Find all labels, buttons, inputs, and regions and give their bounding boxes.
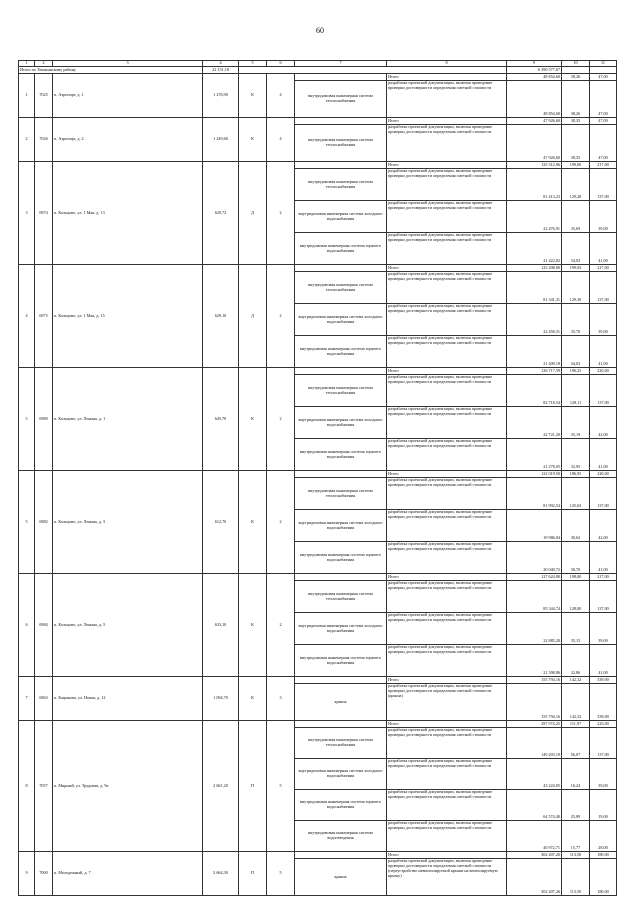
building-address: п. Кольцово, ул. Ленина, д. 5 — [53, 574, 203, 677]
work-cost: 85 344,74 — [507, 581, 562, 613]
total-unit-cost: 199,00 — [562, 162, 590, 169]
work-cost: 155 794,16 — [507, 684, 562, 721]
empty-cell — [295, 74, 387, 81]
work-description: разработка проектной документации, включая проведение проверки достоверности определения сметной стоимости — [387, 81, 507, 118]
work-unit-cost: 16,24 — [562, 759, 590, 790]
building-total-row — [19, 265, 617, 272]
building-category: П — [239, 721, 267, 852]
building-address: п. Кольцово, ул. Ленина, д. 5 — [53, 471, 203, 574]
building-total-row — [19, 118, 617, 125]
work-cost: 20 040,72 — [507, 542, 562, 574]
empty-cell — [295, 721, 387, 728]
engineering-system: внутридомовая инженерная система горячего водоснабжения — [295, 336, 387, 368]
building-floors: 2 — [267, 574, 295, 677]
work-cost: 19 986,04 — [507, 510, 562, 542]
building-category: К — [239, 368, 267, 471]
total-label: Итого — [387, 471, 507, 478]
column-header: 9 — [507, 61, 562, 67]
building-code: 6974 — [35, 162, 53, 265]
work-cost: 43 224,05 — [507, 759, 562, 790]
engineering-system: внутридомовая инженерная система холодного водоснабжения — [295, 510, 387, 542]
work-rate: 339,00 — [590, 684, 617, 721]
building-total-row — [19, 162, 617, 169]
empty-cell — [295, 265, 387, 272]
total-unit-cost: 198,00 — [562, 574, 590, 581]
column-header: 11 — [590, 61, 617, 67]
total-label: Итого — [387, 368, 507, 375]
total-rate: 180,00 — [590, 852, 617, 859]
engineering-system: внутридомовая инженерная система горячего водоснабжения — [295, 542, 387, 574]
total-unit-cost: 196,25 — [562, 368, 590, 375]
building-address: п. Молодежный, д. 7 — [53, 852, 203, 896]
building-code: 6975 — [35, 265, 53, 368]
work-rate: 137,00 — [590, 375, 617, 407]
work-cost: 149 203,19 — [507, 728, 562, 759]
building-category: К — [239, 471, 267, 574]
work-rate: 137,00 — [590, 478, 617, 510]
engineering-system: крыша — [295, 684, 387, 721]
engineering-system: внутридомовая инженерная система горячего водоснабжения — [295, 233, 387, 265]
work-unit-cost: 129,30 — [562, 272, 590, 304]
total-label: Итого — [387, 118, 507, 125]
building-address: п. Кольцово, ул. 1 Мая, д. 13 — [53, 162, 203, 265]
work-rate: 137,00 — [590, 728, 617, 759]
building-code: 7026 — [35, 118, 53, 162]
work-unit-cost: 25,89 — [562, 790, 590, 821]
work-unit-cost: 38,26 — [562, 81, 590, 118]
work-rate: 28,00 — [590, 821, 617, 852]
empty-cell — [295, 574, 387, 581]
work-rate: 39,00 — [590, 304, 617, 336]
district-total-cost: 6 390 577,67 — [507, 67, 562, 74]
engineering-system: внутридомовая инженерная система теплоснабжения — [295, 81, 387, 118]
work-rate: 42,00 — [590, 407, 617, 439]
work-description: разработка проектной документации, включая проведение проверки достоверности определения сметной стоимости — [387, 233, 507, 265]
engineering-system: внутридомовая инженерная система горячего водоснабжения — [295, 439, 387, 471]
engineering-system: внутридомовая инженерная система горячего водоснабжения — [295, 790, 387, 821]
column-header: 3 — [53, 61, 203, 67]
building-total-row — [19, 74, 617, 81]
engineering-system: внутридомовая инженерная система горячего водоснабжения — [295, 645, 387, 677]
total-cost: 302 407,26 — [507, 852, 562, 859]
work-description: разработка проектной документации, включая проведение проверки достоверности определения сметной стоимости — [387, 407, 507, 439]
building-category: К — [239, 118, 267, 162]
column-header: 6 — [267, 61, 295, 67]
work-description: разработка проектной документации, включая проведение проверки достоверности определения сметной стоимости — [387, 728, 507, 759]
work-unit-cost: 35,15 — [562, 613, 590, 645]
building-number: 4 — [19, 265, 35, 368]
column-header: 2 — [35, 61, 53, 67]
building-total-row — [19, 721, 617, 728]
work-rate: 41,00 — [590, 439, 617, 471]
work-description: разработка проектной документации, включая проведение проверки достоверности определения сметной стоимости — [387, 169, 507, 201]
total-unit-cost: 111,97 — [562, 721, 590, 728]
building-category: К — [239, 677, 267, 721]
work-cost: 81 992,54 — [507, 478, 562, 510]
total-label: Итого — [387, 574, 507, 581]
work-cost: 22 885,20 — [507, 613, 562, 645]
building-floors: 2 — [267, 162, 295, 265]
column-header: 1 — [19, 61, 35, 67]
building-total-row — [19, 852, 617, 859]
work-description: разработка проектной документации, включая проведение проверки достоверности определения сметной стоимости — [387, 201, 507, 233]
total-label: Итого — [387, 677, 507, 684]
total-cost: 297 974,25 — [507, 721, 562, 728]
building-category: Д — [239, 162, 267, 265]
work-rate: 39,00 — [590, 201, 617, 233]
work-unit-cost: 113,50 — [562, 859, 590, 896]
work-rate: 39,00 — [590, 613, 617, 645]
work-cost: 302 407,26 — [507, 859, 562, 896]
building-number: 6 — [19, 574, 35, 677]
building-address: п. Кацыково, ул. Новая, д. 12 — [53, 677, 203, 721]
building-code: 7000 — [35, 852, 53, 896]
building-number: 9 — [19, 852, 35, 896]
building-floors: 5 — [267, 721, 295, 852]
total-cost: 47 926,60 — [507, 118, 562, 125]
work-rate: 137,00 — [590, 581, 617, 613]
building-total-row — [19, 574, 617, 581]
total-unit-cost: 199,03 — [562, 265, 590, 272]
building-number: 1 — [19, 74, 35, 118]
total-cost: 125 312,96 — [507, 162, 562, 169]
empty-cell — [239, 67, 507, 74]
total-unit-cost: 38,35 — [562, 118, 590, 125]
building-floors: 2 — [267, 265, 295, 368]
work-cost: 22 721,20 — [507, 407, 562, 439]
building-area: 629,10 — [203, 265, 239, 368]
engineering-system: внутридомовая инженерная система теплоснабжения — [295, 478, 387, 510]
empty-cell — [295, 471, 387, 478]
work-cost: 22 458,31 — [507, 304, 562, 336]
total-rate: 47,00 — [590, 74, 617, 81]
engineering-system: внутридомовая инженерная система теплоснабжения — [295, 125, 387, 162]
building-total-row — [19, 471, 617, 478]
total-rate: 220,00 — [590, 471, 617, 478]
work-unit-cost: 128,00 — [562, 581, 590, 613]
work-description: разработка проектной документации, включая проведение проверки достоверности определения сметной стоимости — [387, 613, 507, 645]
total-rate: 339,00 — [590, 677, 617, 684]
empty-cell — [562, 67, 590, 74]
engineering-system: внутридомовая инженерная система водоотведения — [295, 821, 387, 852]
work-unit-cost: 35,70 — [562, 304, 590, 336]
work-cost: 21 278,05 — [507, 439, 562, 471]
district-total-row — [19, 67, 617, 74]
engineering-system: внутридомовая инженерная система холодного водоснабжения — [295, 201, 387, 233]
building-area: 1 276,90 — [203, 74, 239, 118]
page-number: 60 — [316, 26, 324, 35]
column-header: 10 — [562, 61, 590, 67]
work-unit-cost: 129,28 — [562, 169, 590, 201]
building-area: 612,70 — [203, 471, 239, 574]
empty-cell — [295, 162, 387, 169]
work-description: разработка проектной документации, включая проведение проверки достоверности определения сметной стоимости — [387, 272, 507, 304]
total-unit-cost: 186,95 — [562, 471, 590, 478]
work-cost: 81 341,31 — [507, 272, 562, 304]
column-header: 7 — [295, 61, 387, 67]
work-unit-cost: 30,70 — [562, 542, 590, 574]
work-rate: 39,00 — [590, 759, 617, 790]
building-address: п. Кольцово, ул. Ленина, д. 1 — [53, 368, 203, 471]
work-unit-cost: 38,35 — [562, 125, 590, 162]
total-unit-cost: 113,50 — [562, 852, 590, 859]
building-floors: 5 — [267, 852, 295, 896]
building-area: 1 249,60 — [203, 118, 239, 162]
total-cost: 155 794,16 — [507, 677, 562, 684]
column-header: 5 — [239, 61, 267, 67]
work-unit-cost: 35,19 — [562, 407, 590, 439]
work-cost: 40 972,71 — [507, 821, 562, 852]
work-unit-cost: 128,11 — [562, 375, 590, 407]
engineering-system: внутридомовая инженерная система теплоснабжения — [295, 375, 387, 407]
total-cost: 122 019,50 — [507, 471, 562, 478]
work-unit-cost: 34,02 — [562, 233, 590, 265]
building-address: п. Кольцово, ул. 1 Мая, д. 15 — [53, 265, 203, 368]
building-address: п. Аэропорт, д. 2 — [53, 118, 203, 162]
building-area: 633,10 — [203, 574, 239, 677]
total-label: Итого — [387, 721, 507, 728]
building-floors: 3 — [267, 677, 295, 721]
work-description: разработка проектной документации, включая проведение проверки достоверности определения сметной стоимости — [387, 581, 507, 613]
building-area: 1 094,70 — [203, 677, 239, 721]
building-category: К — [239, 574, 267, 677]
engineering-system: внутридомовая инженерная система холодного водоснабжения — [295, 613, 387, 645]
engineering-system: внутридомовая инженерная система холодного водоснабжения — [295, 759, 387, 790]
column-header: 8 — [387, 61, 507, 67]
work-description: разработка проектной документации, включая проведение проверки достоверности определения сметной стоимости (переустройство невентилируемой крыши на вентилируемую крышу) — [387, 859, 507, 896]
work-cost: 48 854,60 — [507, 81, 562, 118]
building-area: 629,72 — [203, 162, 239, 265]
work-cost: 21 422,82 — [507, 233, 562, 265]
building-code: 6984 — [35, 574, 53, 677]
total-rate: 220,00 — [590, 368, 617, 375]
total-rate: 47,00 — [590, 118, 617, 125]
work-cost: 47 926,60 — [507, 125, 562, 162]
empty-cell — [295, 677, 387, 684]
total-unit-cost: 142,32 — [562, 677, 590, 684]
work-rate: 41,00 — [590, 233, 617, 265]
building-total-row — [19, 368, 617, 375]
total-label: Итого — [387, 265, 507, 272]
total-rate: 217,00 — [590, 574, 617, 581]
building-number: 5 — [19, 368, 35, 471]
building-floors: 4 — [267, 118, 295, 162]
building-total-row — [19, 677, 617, 684]
work-description: разработка проектной документации, включая проведение проверки достоверности определения сметной стоимости — [387, 439, 507, 471]
engineering-system: внутридомовая инженерная система теплоснабжения — [295, 272, 387, 304]
total-rate: 217,00 — [590, 265, 617, 272]
building-category: Д — [239, 265, 267, 368]
building-number: 8 — [19, 721, 35, 852]
work-cost: 21 409,18 — [507, 336, 562, 368]
building-code: 6963 — [35, 677, 53, 721]
work-rate: 137,00 — [590, 169, 617, 201]
work-rate: 137,00 — [590, 272, 617, 304]
building-number: 7 — [19, 677, 35, 721]
work-unit-cost: 35,69 — [562, 201, 590, 233]
work-description: разработка проектной документации, включая проведение проверки достоверности определения сметной стоимости — [387, 375, 507, 407]
work-description: разработка проектной документации, включая проведение проверки достоверности определения сметной стоимости — [387, 478, 507, 510]
building-area: 645,70 — [203, 368, 239, 471]
work-unit-cost: 30,62 — [562, 510, 590, 542]
district-total-area: 22 151,18 — [203, 67, 239, 74]
work-cost: 21 398,86 — [507, 645, 562, 677]
work-unit-cost: 125,63 — [562, 478, 590, 510]
work-unit-cost: 32,86 — [562, 645, 590, 677]
building-floors: 4 — [267, 74, 295, 118]
building-category: К — [239, 74, 267, 118]
work-rate: 41,00 — [590, 336, 617, 368]
table-body — [19, 61, 617, 896]
building-floors: 2 — [267, 368, 295, 471]
engineering-system: внутридомовая инженерная система теплоснабжения — [295, 728, 387, 759]
building-code: 7025 — [35, 74, 53, 118]
work-description: разработка проектной документации, включая проведение проверки достоверности определения сметной стоимости — [387, 542, 507, 574]
building-address: п. Мирный, ул. Трудовая, д. 9а — [53, 721, 203, 852]
work-cost: 64 574,40 — [507, 790, 562, 821]
total-unit-cost: 38,26 — [562, 74, 590, 81]
work-description: разработка проектной документации, включая проведение проверки достоверности определения сметной стоимости — [387, 821, 507, 852]
column-header: 4 — [203, 61, 239, 67]
work-cost: 81 413,23 — [507, 169, 562, 201]
work-unit-cost: 15,77 — [562, 821, 590, 852]
work-rate: 47,00 — [590, 125, 617, 162]
work-rate: 19,00 — [590, 790, 617, 821]
capital-repair-table — [18, 60, 617, 896]
total-cost: 127 624,80 — [507, 574, 562, 581]
work-rate: 41,00 — [590, 645, 617, 677]
building-number: 2 — [19, 118, 35, 162]
total-cost: 48 854,60 — [507, 74, 562, 81]
work-description: разработка проектной документации, включая проведение проверки достоверности определения сметной стоимости — [387, 645, 507, 677]
work-unit-cost: 142,32 — [562, 684, 590, 721]
work-rate: 42,00 — [590, 510, 617, 542]
empty-cell — [295, 368, 387, 375]
building-number: 5 — [19, 471, 35, 574]
work-cost: 82 718,54 — [507, 375, 562, 407]
engineering-system: внутридомовая инженерная система холодного водоснабжения — [295, 304, 387, 336]
work-description: разработка проектной документации, включая проведение проверки достоверности определения сметной стоимости (крыша) — [387, 684, 507, 721]
total-label: Итого — [387, 852, 507, 859]
empty-cell — [295, 118, 387, 125]
building-area: 2 661,20 — [203, 721, 239, 852]
building-code: 6982 — [35, 471, 53, 574]
work-description: разработка проектной документации, включая проведение проверки достоверности определения сметной стоимости — [387, 759, 507, 790]
empty-cell — [590, 67, 617, 74]
work-description: разработка проектной документации, включая проведение проверки достоверности определения сметной стоимости — [387, 336, 507, 368]
total-rate: 217,00 — [590, 162, 617, 169]
engineering-system: внутридомовая инженерная система холодного водоснабжения — [295, 407, 387, 439]
total-cost: 126 717,59 — [507, 368, 562, 375]
work-unit-cost: 32,95 — [562, 439, 590, 471]
work-rate: 47,00 — [590, 81, 617, 118]
building-category: П — [239, 852, 267, 896]
total-label: Итого — [387, 162, 507, 169]
building-area: 2 664,30 — [203, 852, 239, 896]
work-unit-cost: 34,03 — [562, 336, 590, 368]
engineering-system: внутридомовая инженерная система теплоснабжения — [295, 581, 387, 613]
building-address: п. Аэропорт, д. 1 — [53, 74, 203, 118]
engineering-system: крыша — [295, 859, 387, 896]
building-code: 6980 — [35, 368, 53, 471]
district-total-label: Итого по Тенькинскому району — [19, 67, 203, 74]
work-cost: 22 476,91 — [507, 201, 562, 233]
work-unit-cost: 56,07 — [562, 728, 590, 759]
empty-cell — [295, 852, 387, 859]
total-label: Итого — [387, 74, 507, 81]
work-rate: 180,00 — [590, 859, 617, 896]
building-number: 3 — [19, 162, 35, 265]
work-description: разработка проектной документации, включая проведение проверки достоверности определения сметной стоимости — [387, 125, 507, 162]
building-floors: 2 — [267, 471, 295, 574]
work-description: разработка проектной документации, включая проведение проверки достоверности определения сметной стоимости — [387, 510, 507, 542]
total-cost: 125 208,80 — [507, 265, 562, 272]
work-description: разработка проектной документации, включая проведение проверки достоверности определения сметной стоимости — [387, 304, 507, 336]
work-rate: 41,00 — [590, 542, 617, 574]
work-description: разработка проектной документации, включая проведение проверки достоверности определения сметной стоимости — [387, 790, 507, 821]
total-rate: 225,00 — [590, 721, 617, 728]
building-code: 7057 — [35, 721, 53, 852]
engineering-system: внутридомовая инженерная система теплоснабжения — [295, 169, 387, 201]
